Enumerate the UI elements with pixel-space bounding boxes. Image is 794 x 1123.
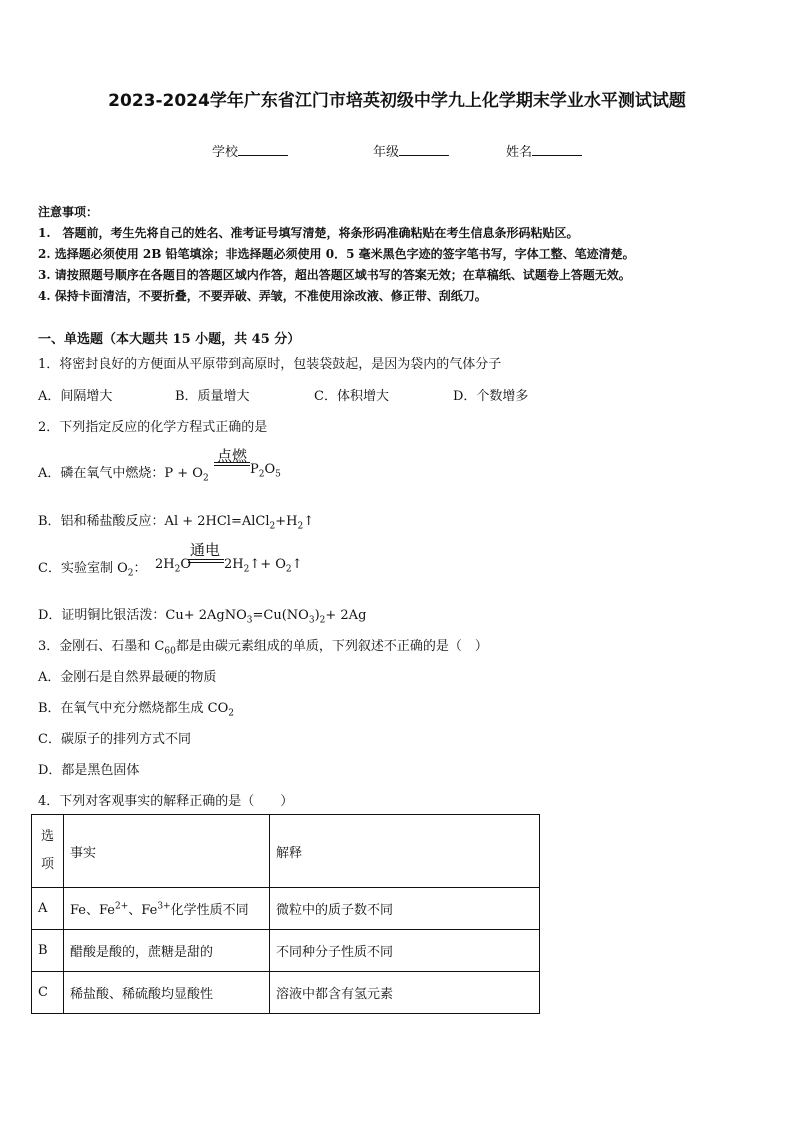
- q4-table: [31, 814, 540, 1014]
- table-row[interactable]: [32, 972, 540, 1014]
- q1-option-d[interactable]: D．个数增多: [453, 389, 529, 404]
- notes-heading: 注意事项：: [38, 205, 99, 219]
- q2-a-equals-line: [214, 462, 250, 463]
- row-option: C: [32, 972, 64, 1014]
- grade-blank[interactable]: [399, 143, 449, 156]
- q3-option-b[interactable]: B．在氧气中充分燃烧都生成 $CO_2$: [38, 701, 235, 719]
- q2-option-d[interactable]: D．证明铜比银活泼：$Cu+ 2AgNO_3=Cu(NO_3)_2+ 2Ag$: [38, 608, 367, 626]
- row-option: B: [32, 930, 64, 972]
- q2-a-product: $P_2O_5$: [250, 462, 281, 480]
- q2-c-equals-line: [188, 559, 224, 560]
- note-item: 1. 答题前，考生先将自己的姓名、准考证号填写清楚，将条形码准确粘贴在考生信息条形码粘贴区。: [38, 226, 579, 240]
- q2-c-reactants: $2H_2O$: [155, 557, 192, 575]
- school-field[interactable]: [212, 141, 288, 160]
- table-row[interactable]: [32, 930, 540, 972]
- school-label: 学校: [212, 145, 239, 160]
- note-item: 3. 请按照题号顺序在各题目的答题区域内作答，超出答题区域书写的答案无效；在草稿纸、试题卷上答题无效。: [38, 268, 631, 282]
- q2-c-condition: 通电: [190, 541, 221, 559]
- row-explanation: 溶液中都含有氢元素: [270, 972, 540, 1014]
- q1-option-c[interactable]: C．体积增大: [314, 389, 389, 404]
- name-blank[interactable]: [532, 143, 582, 156]
- q2-stem: 2．下列指定反应的化学方程式正确的是: [38, 420, 268, 435]
- q1-stem: 1．将密封良好的方便面从平原带到高原时，包装袋鼓起，是因为袋内的气体分子: [38, 357, 502, 372]
- row-fact: 稀盐酸、稀硫酸均显酸性: [64, 972, 270, 1014]
- q3-option-d[interactable]: D．都是黑色固体: [38, 763, 140, 778]
- note-item: 2. 选择题必须使用 2B 铅笔填涂；非选择题必须使用 0．5 毫米黑色字迹的签字笔书写，字体工整、笔迹清楚。: [38, 247, 635, 261]
- q3-option-c[interactable]: C．碳原子的排列方式不同: [38, 732, 191, 747]
- name-label: 姓名: [506, 145, 533, 160]
- q4-stem: 4．下列对客观事实的解释正确的是（ ）: [38, 794, 294, 809]
- row-fact: 醋酸是酸的，蔗糖是甜的: [64, 930, 270, 972]
- row-explanation: 不同种分子性质不同: [270, 930, 540, 972]
- q1-option-a[interactable]: A．间隔增大: [38, 389, 113, 404]
- q2-c-equals-line: [188, 562, 224, 563]
- q1-option-b[interactable]: B．质量增大: [175, 389, 250, 404]
- header-explanation: 解释: [270, 815, 540, 888]
- q2-option-a[interactable]: [38, 462, 209, 484]
- q2-a-equals-line: [214, 465, 250, 466]
- exam-title: 2023-2024学年广东省江门市培英初级中学九上化学期末学业水平测试试题: [108, 91, 686, 111]
- q2-c-products: $2H_2↑+$ $O_2↑$: [224, 557, 303, 575]
- header-fact: 事实: [64, 815, 270, 888]
- row-fact: Fe、$Fe^{2+}$、$Fe^{3+}$化学性质不同: [64, 888, 270, 930]
- table-row[interactable]: [32, 888, 540, 930]
- table-header-row: [32, 815, 540, 888]
- q3-stem: 3．金刚石、石墨和 $C_{60}$都是由碳元素组成的单质，下列叙述不正确的是（ ）: [38, 639, 488, 657]
- q2-option-b[interactable]: B．铝和稀盐酸反应：$Al + 2HCl=AlCl_2+H_2↑$: [38, 514, 315, 532]
- q2-a-reactants: $P + O_2$: [164, 466, 209, 484]
- row-explanation: 微粒中的质子数不同: [270, 888, 540, 930]
- q2-option-c[interactable]: C．实验室制 $O_2$：: [38, 561, 147, 579]
- grade-label: 年级: [373, 145, 400, 160]
- q3-option-a[interactable]: A．金刚石是自然界最硬的物质: [38, 670, 217, 685]
- q2-a-condition: 点燃: [217, 447, 248, 465]
- school-blank[interactable]: [238, 143, 288, 156]
- q2-a-label: A．磷在氧气中燃烧：: [38, 466, 165, 481]
- section-heading: 一、单选题（本大题共 15 小题，共 45 分）: [38, 332, 301, 347]
- row-option: A: [32, 888, 64, 930]
- note-item: 4. 保持卡面清洁，不要折叠，不要弄破、弄皱，不准使用涂改液、修正带、刮纸刀。: [38, 289, 487, 303]
- name-field[interactable]: [506, 141, 582, 160]
- grade-field[interactable]: [373, 141, 449, 160]
- header-option: 选 项: [32, 815, 64, 888]
